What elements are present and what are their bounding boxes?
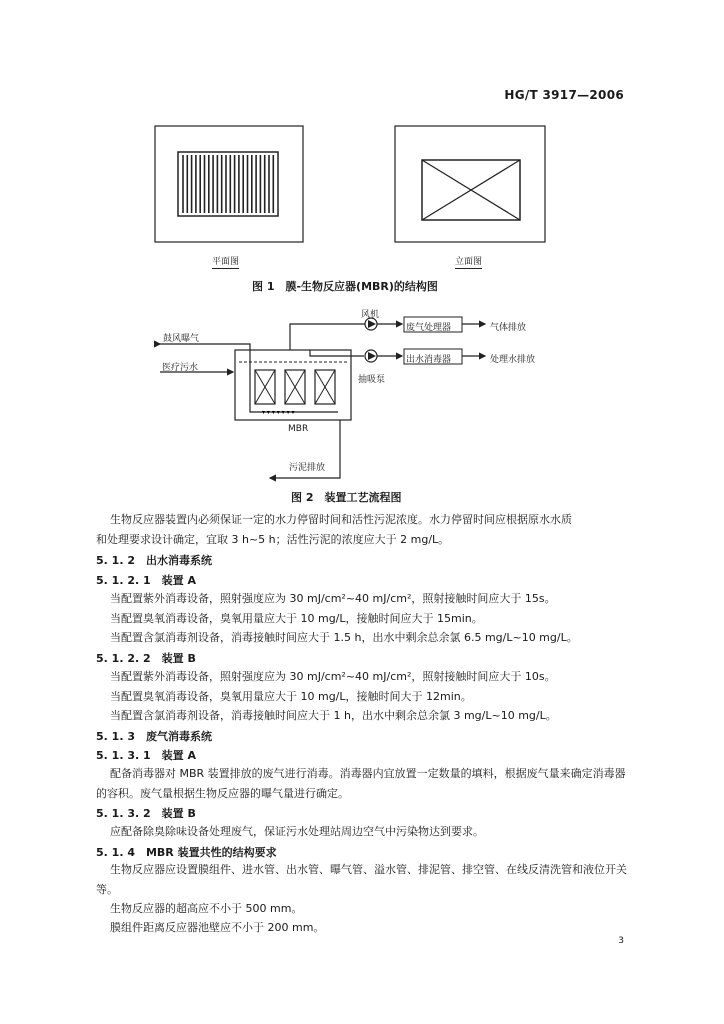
structure-requirements-paragraph: 生物反应器应设置膜组件、进水管、出水管、曝气管、溢水管、排泥管、排空管、在线反清洗管和液位开关等。: [96, 863, 627, 896]
figure2-drawing: [140, 300, 600, 485]
section-5-1-2-heading: 5. 1. 2 出水消毒系统: [96, 554, 212, 567]
device-a-chlorine-line: 当配置含氯消毒剂设备，消毒接触时间应大于 1.5 h，出水中剩余总余氯 6.5 mg/L~10 mg/L。: [110, 631, 578, 644]
membrane-module-lines: [183, 155, 273, 213]
figure1-caption: 图 1 膜-生物反应器(MBR)的结构图: [252, 280, 438, 293]
waste-gas-processor-label: 废气处理器: [406, 323, 452, 333]
device-a-gas-paragraph: 配备消毒器对 MBR 装置排放的废气进行消毒。消毒器内宜放置一定数量的填料，根据废气量来确定消毒器的容积。废气量根据生物反应器的曝气量进行确定。: [96, 767, 626, 800]
device-b-gas-line: 应配备除臭除味设备处理废气，保证污水处理站周边空气中污染物达到要求。: [110, 825, 484, 838]
section-5-1-4-heading: 5. 1. 4 MBR 装置共性的结构要求: [96, 846, 277, 859]
aeration-pipe: [160, 344, 338, 412]
section-5-1-2-2-heading: 5. 1. 2. 2 装置 B: [96, 652, 196, 665]
device-b-chlorine-line: 当配置含氯消毒剂设备，消毒接触时间应大于 1 h，出水中剩余总余氯 3 mg/L~10 mg/L。: [110, 709, 557, 722]
section-5-1-2-1-heading: 5. 1. 2. 1 装置 A: [96, 574, 196, 587]
mbr-label: MBR: [288, 424, 309, 434]
effluent-disinfector-label: 出水消毒器: [406, 355, 452, 365]
module-distance-line: 膜组件距离反应器池壁应不小于 200 mm。: [110, 921, 325, 934]
membrane-module-3: [315, 370, 335, 404]
elevation-view: [395, 126, 545, 242]
figure2-caption: 图 2 装置工艺流程图: [291, 491, 402, 504]
device-a-ozone-line: 当配置臭氧消毒设备，臭氧用量应大于 10 mg/L，接触时间应大于 15min。: [110, 612, 483, 625]
device-b-uv-line: 当配置紫外消毒设备，照射强度应为 30 mJ/cm²~40 mJ/cm²，照射接触时间应大于 10s。: [110, 670, 556, 683]
freeboard-line: 生物反应器的超高应不小于 500 mm。: [110, 902, 303, 915]
aeration-air-label: 鼓风曝气: [163, 334, 200, 344]
sludge-discharge-label: 污泥排放: [289, 463, 326, 473]
plan-view-label: 平面图: [212, 254, 239, 269]
effluent-pipe: [310, 350, 364, 356]
page-number: 3: [618, 936, 624, 946]
treated-water-label: 处理水排放: [490, 355, 536, 365]
medical-wastewater-label: 医疗污水: [162, 363, 199, 373]
device-a-uv-line: 当配置紫外消毒设备，照射强度应为 30 mJ/cm²~40 mJ/cm²，照射接触时间应大于 15s。: [110, 592, 556, 605]
section-5-1-3-heading: 5. 1. 3 废气消毒系统: [96, 730, 212, 743]
svg-text:▾ ▾ ▾ ▾ ▾ ▾ ▾: ▾ ▾ ▾ ▾ ▾ ▾ ▾: [262, 409, 295, 416]
membrane-module-1: [255, 370, 275, 404]
elevation-view-label: 立面图: [455, 254, 482, 269]
device-b-ozone-line: 当配置臭氧消毒设备，臭氧用量应大于 10 mg/L，接触时间大于 12min。: [110, 690, 472, 703]
section-5-1-3-2-heading: 5. 1. 3. 2 装置 B: [96, 807, 196, 820]
gas-discharge-label: 气体排放: [490, 323, 527, 333]
fan-label: 风机: [361, 310, 380, 320]
suction-pump-label: 抽吸泵: [358, 375, 386, 385]
gas-pipe: [290, 324, 365, 350]
standard-number: HG/T 3917—2006: [504, 88, 624, 102]
membrane-module-2: [285, 370, 305, 404]
figure1-drawing: [150, 122, 550, 262]
intro-paragraph-line1: 生物反应器装置内必须保证一定的水力停留时间和活性污泥浓度。水力停留时间应根据原水水质: [110, 513, 572, 526]
plan-view: [155, 126, 303, 242]
section-5-1-3-1-heading: 5. 1. 3. 1 装置 A: [96, 749, 196, 762]
intro-paragraph-line2: 和处理要求设计确定，宜取 3 h~5 h；活性污泥的浓度应大于 2 mg/L。: [96, 533, 450, 546]
